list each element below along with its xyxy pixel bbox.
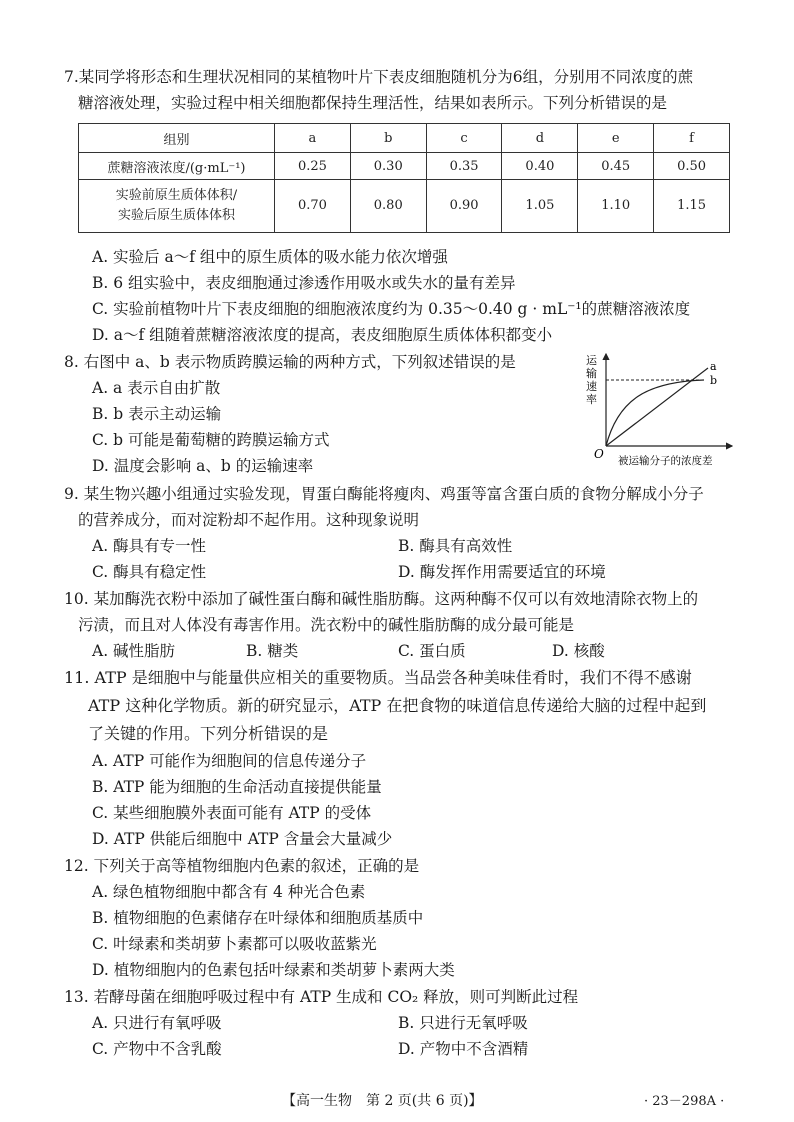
y-axis-label-char: 运: [586, 354, 597, 367]
q8-option-c: C. b 可能是葡萄糖的跨膜运输方式: [92, 431, 330, 449]
table-header-cell: b: [350, 124, 426, 153]
q9-option-b: B. 酶具有高效性: [398, 537, 513, 555]
question-7: [64, 64, 740, 116]
exam-code: · 23－298A ·: [644, 1094, 725, 1109]
table-header-cell: d: [502, 124, 578, 153]
q13-option-a: A. 只进行有氧呼吸: [92, 1014, 222, 1032]
table-cell: 蔗糖溶液浓度/(g·mL⁻¹): [79, 153, 275, 180]
q12-option-d: D. 植物细胞内的色素包括叶绿素和类胡萝卜素两大类: [92, 961, 455, 979]
q11-option-c: C. 某些细胞膜外表面可能有 ATP 的受体: [92, 804, 372, 822]
q7-option-b: B. 6 组实验中，表皮细胞通过渗透作用吸水或失水的量有差异: [92, 274, 516, 292]
curve-b: [606, 380, 704, 446]
table-cell: 0.80: [350, 180, 426, 233]
q8-option-b: B. b 表示主动运输: [92, 405, 222, 423]
question-7-stem-line2: 糖溶液处理，实验过程中相关细胞都保持生理活性，结果如表所示。下列分析错误的是: [78, 94, 668, 112]
x-axis-label: 被运输分子的浓度差: [618, 455, 713, 467]
q12-option-c: C. 叶绿素和类胡萝卜素都可以吸收蓝紫光: [92, 935, 377, 953]
origin-label: O: [594, 447, 604, 461]
q11-option-d: D. ATP 供能后细胞中 ATP 含量会大量减少: [92, 830, 393, 848]
question-7-stem-line1: 7.某同学将形态和生理状况相同的某植物叶片下表皮细胞随机分为6组，分别用不同浓度的蔗: [64, 68, 694, 86]
q7-option-a: A. 实验后 a～f 组中的原生质体的吸水能力依次增强: [92, 248, 448, 266]
table-cell: 0.35: [426, 153, 502, 180]
label-b: b: [710, 374, 718, 387]
table-header-cell: 组别: [79, 124, 275, 153]
table-cell: 0.90: [426, 180, 502, 233]
y-axis-label-char: 速: [586, 380, 597, 393]
question-11-stem-line3: 了关键的作用。下列分析错误的是: [88, 724, 329, 743]
question-7-table: [78, 123, 730, 233]
table-header-cell: a: [275, 124, 351, 153]
question-9-stem-line2: 的营养成分，而对淀粉却不起作用。这种现象说明: [78, 511, 420, 529]
q10-option-a: A. 碱性脂肪: [92, 642, 176, 660]
table-cell: 0.45: [578, 153, 654, 180]
q8-option-a: A. a 表示自由扩散: [92, 379, 221, 397]
q7-option-c: C. 实验前植物叶片下表皮细胞的细胞液浓度约为 0.35～0.40 g · mL⁻¹的蔗糖溶液浓度: [92, 300, 691, 318]
y-axis-label-char: 输: [586, 367, 597, 380]
table-cell: 0.50: [654, 153, 730, 180]
question-12-stem: 12. 下列关于高等植物细胞内色素的叙述，正确的是: [64, 857, 420, 875]
table-row-label-line2: 实验后原生质体体积: [117, 208, 235, 223]
q9-option-a: A. 酶具有专一性: [92, 537, 207, 555]
table-header-cell: e: [578, 124, 654, 153]
label-a: a: [710, 360, 717, 373]
q13-option-d: D. 产物中不含酒精: [398, 1040, 529, 1058]
q13-option-b: B. 只进行无氧呼吸: [398, 1014, 528, 1032]
table-header-cell: f: [654, 124, 730, 153]
q9-option-c: C. 酶具有稳定性: [92, 563, 207, 581]
transport-rate-diagram: [586, 350, 736, 470]
q13-option-c: C. 产物中不含乳酸: [92, 1040, 222, 1058]
table-cell: 1.15: [654, 180, 730, 233]
table-cell: 0.25: [275, 153, 351, 180]
table-header-cell: c: [426, 124, 502, 153]
q8-option-d: D. 温度会影响 a、b 的运输速率: [92, 457, 314, 475]
q12-option-a: A. 绿色植物细胞中都含有 4 种光合色素: [92, 883, 366, 901]
table-cell: 0.70: [275, 180, 351, 233]
q12-option-b: B. 植物细胞的色素储存在叶绿体和细胞质基质中: [92, 909, 424, 927]
question-10-stem-line1: 10. 某加酶洗衣粉中添加了碱性蛋白酶和碱性脂肪酶。这两种酶不仅可以有效地清除衣物上的: [64, 590, 699, 608]
q7-option-d: D. a～f 组随着蔗糖溶液浓度的提高，表皮细胞原生质体体积都变小: [92, 326, 553, 344]
table-cell: 1.05: [502, 180, 578, 233]
question-8-stem: 8. 右图中 a、b 表示物质跨膜运输的两种方式，下列叙述错误的是: [64, 353, 516, 371]
q10-option-d: D. 核酸: [552, 642, 605, 660]
table-cell: [79, 180, 275, 233]
question-9-stem-line1: 9. 某生物兴趣小组通过实验发现，胃蛋白酶能将瘦肉、鸡蛋等富含蛋白质的食物分解成小分子: [64, 485, 704, 503]
q9-option-d: D. 酶发挥作用需要适宜的环境: [398, 563, 606, 581]
question-13-stem: 13. 若酵母菌在细胞呼吸过程中有 ATP 生成和 CO₂ 释放，则可判断此过程: [64, 988, 579, 1006]
q10-option-b: B. 糖类: [246, 642, 299, 660]
q11-option-b: B. ATP 能为细胞的生命活动直接提供能量: [92, 778, 382, 796]
question-11-stem-line2: ATP 这种化学物质。新的研究显示，ATP 在把食物的味道信息传递给大脑的过程中起到: [88, 696, 707, 715]
table-cell: 0.40: [502, 153, 578, 180]
table-row-label-line1: 实验前原生质体体积/: [115, 188, 238, 203]
q10-option-c: C. 蛋白质: [398, 642, 466, 660]
y-axis-label-char: 率: [586, 393, 597, 406]
q11-option-a: A. ATP 可能作为细胞间的信息传递分子: [92, 752, 367, 770]
table-cell: 1.10: [578, 180, 654, 233]
question-10-stem-line2: 污渍，而且对人体没有毒害作用。洗衣粉中的碱性脂肪酶的成分最可能是: [78, 616, 575, 634]
page-footer-label: 【高一生物 第 2 页(共 6 页)】: [282, 1093, 483, 1109]
table-cell: 0.30: [350, 153, 426, 180]
question-11-stem-line1: 11. ATP 是细胞中与能量供应相关的重要物质。当品尝各种美味佳肴时，我们不得不感谢: [64, 668, 692, 687]
